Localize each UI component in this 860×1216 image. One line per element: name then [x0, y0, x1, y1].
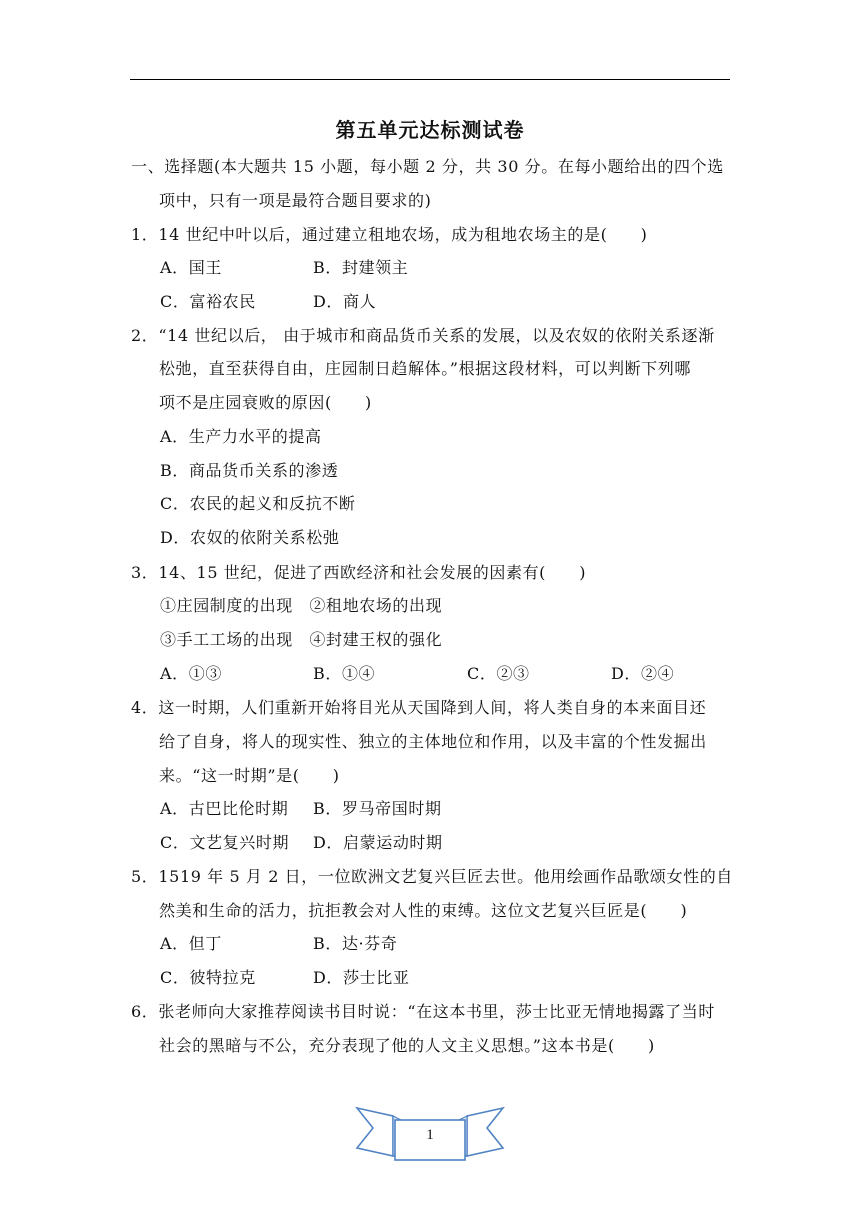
q5-stem-line2: 然美和生命的活力，抗拒教会对人性的束缚。这位文艺复兴巨匠是( )	[159, 901, 688, 920]
q3-stem: 3．14、15 世纪，促进了西欧经济和社会发展的因素有( )	[131, 563, 587, 582]
section-heading-line2: 项中，只有一项是最符合题目要求的)	[159, 191, 432, 210]
q4-stem-line2: 给了自身，将人的现实性、独立的主体地位和作用，以及丰富的个性发掘出	[159, 732, 707, 751]
q2-stem-line1: 2．“14 世纪以后， 由于城市和商品货币关系的发展，以及农奴的依附关系逐渐	[131, 326, 715, 345]
q3-option-c: C．②③	[467, 664, 530, 683]
page-number: 1	[426, 1127, 434, 1143]
q2-option-c: C．农民的起义和反抗不断	[160, 494, 356, 513]
q1-option-b: B．封建领主	[313, 258, 409, 277]
q5-option-b: B．达·芬奇	[313, 934, 398, 953]
q5-option-c: C．彼特拉克	[160, 968, 256, 987]
q4-option-b: B．罗马帝国时期	[313, 799, 442, 818]
section-heading-line1: 一、选择题(本大题共 15 小题，每小题 2 分，共 30 分。在每小题给出的四个选	[131, 157, 724, 176]
q3-item-line1: ①庄园制度的出现 ②租地农场的出现	[160, 596, 443, 615]
header-rule	[130, 79, 730, 80]
q4-stem-line3: 来。“这一时期”是( )	[159, 766, 340, 785]
q2-stem-line3: 项不是庄园衰败的原因( )	[159, 393, 372, 412]
q2-stem-line2: 松弛，直至获得自由，庄园制日趋解体。”根据这段材料，可以判断下列哪	[159, 359, 691, 378]
q5-option-d: D．莎士比亚	[313, 968, 410, 987]
q3-item-line2: ③手工工场的出现 ④封建王权的强化	[160, 630, 443, 649]
q5-stem-line1: 5．1519 年 5 月 2 日，一位欧洲文艺复兴巨匠去世。他用绘画作品歌颂女性的自	[131, 867, 733, 886]
q1-option-a: A．国王	[160, 258, 222, 277]
page-title: 第五单元达标测试卷	[335, 118, 525, 142]
q3-option-d: D．②④	[611, 664, 675, 683]
q4-stem-line1: 4．这一时期，人们重新开始将目光从天国降到人间，将人类自身的本来面目还	[131, 698, 707, 717]
q4-option-c: C．文艺复兴时期	[160, 833, 290, 852]
q2-option-a: A．生产力水平的提高	[160, 427, 322, 446]
q4-option-a: A．古巴比伦时期	[160, 799, 289, 818]
q6-stem-line1: 6．张老师向大家推荐阅读书目时说：“在这本书里，莎士比亚无情地揭露了当时	[131, 1002, 715, 1021]
q1-stem: 1．14 世纪中叶以后，通过建立租地农场，成为租地农场主的是( )	[131, 225, 648, 244]
q6-stem-line2: 社会的黑暗与不公，充分表现了他的人文主义思想。”这本书是( )	[159, 1036, 655, 1055]
q4-option-d: D．启蒙运动时期	[313, 833, 443, 852]
q5-option-a: A．但丁	[160, 934, 222, 953]
q2-option-b: B．商品货币关系的渗透	[160, 461, 339, 480]
q1-option-d: D．商人	[313, 292, 377, 311]
q2-option-d: D．农奴的依附关系松弛	[160, 528, 340, 547]
q3-option-a: A．①③	[160, 664, 222, 683]
q3-option-b: B．①④	[313, 664, 376, 683]
q1-option-c: C．富裕农民	[160, 292, 256, 311]
